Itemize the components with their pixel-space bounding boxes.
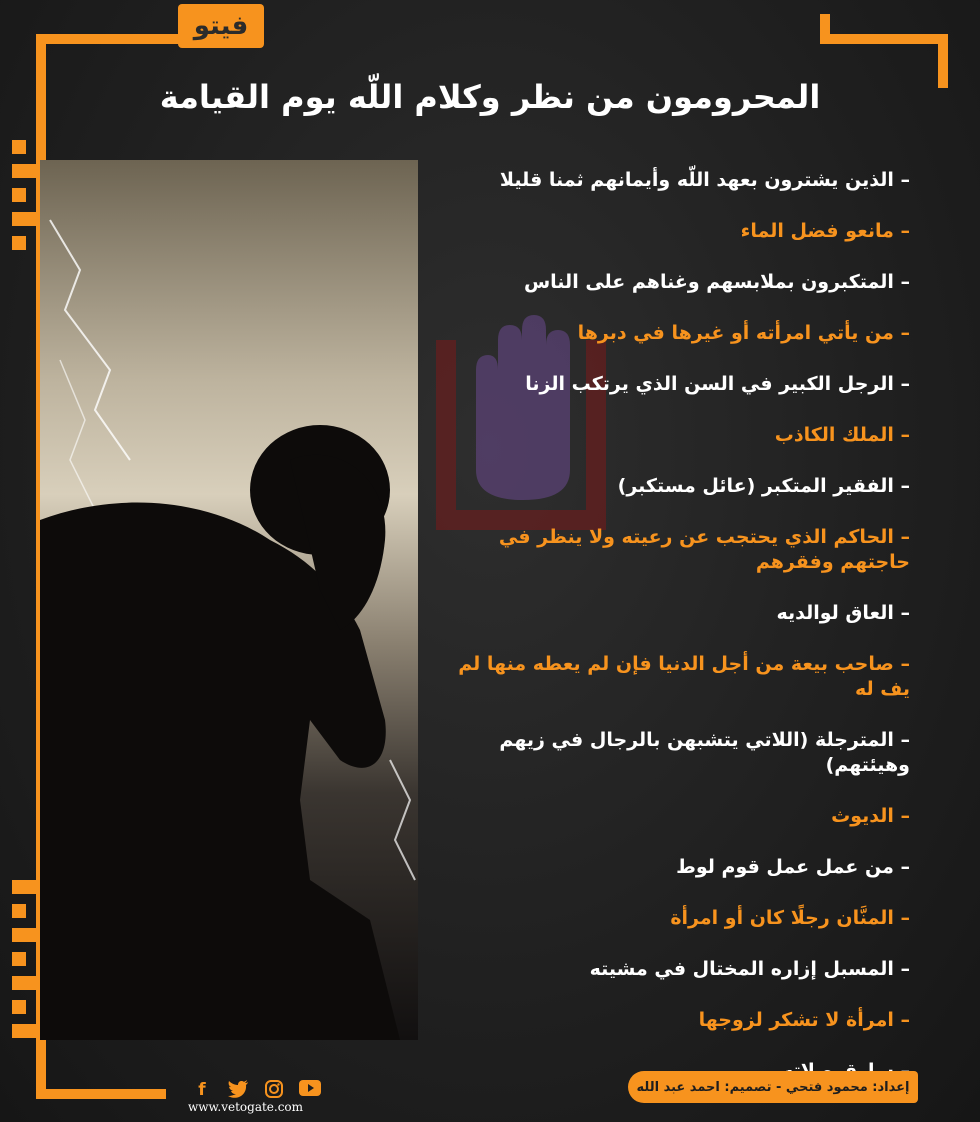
list-item: – الملك الكاذب: [774, 424, 910, 446]
youtube-icon[interactable]: [298, 1080, 322, 1100]
list-item: – الفقير المتكبر (عائل مستكبر): [617, 475, 910, 497]
frame-bottom: [36, 1089, 166, 1099]
left-dash-group-bottom: [12, 880, 38, 1048]
list-item: – الرجل الكبير في السن الذي يرتكب الزنا: [525, 373, 910, 395]
frame-right-side: [938, 34, 948, 88]
list-item: – من يأتي امرأته أو غيرها في دبرها: [577, 322, 910, 344]
frame-inner-top: [820, 14, 830, 44]
list-item: – الديوث: [831, 805, 910, 827]
list-item: – المتكبرون بملابسهم وغناهم على الناس: [523, 271, 910, 293]
list-item: – مانعو فضل الماء: [740, 220, 910, 242]
list-item: – من عمل عمل قوم لوط: [676, 856, 910, 878]
frame-top: [36, 34, 186, 44]
website-link[interactable]: www.vetogate.com: [188, 1100, 304, 1114]
list-item: – المترجلة (اللاتي يتشبهن بالرجال في زيهم وهيئتهم): [499, 729, 910, 776]
page-title: المحرومون من نظر وكلام اللّه يوم القيامة: [159, 78, 821, 116]
list-item: – الذين يشترون بعهد اللّه وأيمانهم ثمنا قليلا: [499, 169, 910, 191]
credits-bar: إعداد: محمود فتحي - تصميم: احمد عبد الله: [628, 1071, 918, 1103]
list-item: – العاق لوالديه: [776, 602, 910, 624]
instagram-icon[interactable]: [262, 1080, 286, 1100]
list: [440, 168, 910, 1110]
list-item: – الحاكم الذي يحتجب عن رعيته ولا ينظر في حاجتهم وفقرهم: [498, 526, 910, 573]
facebook-icon[interactable]: f: [198, 1080, 206, 1100]
list-item: – صاحب بيعة من أجل الدنيا فإن لم يعطه منها لم يف له: [458, 653, 910, 700]
logo[interactable]: فيتو: [178, 4, 264, 48]
list-item: – امرأة لا تشكر لزوجها: [698, 1009, 910, 1031]
illustration-photo: [40, 160, 418, 1040]
social-links: [190, 1080, 322, 1100]
left-dash-group-top: [12, 140, 38, 260]
list-item: – المنَّان رجلًا كان أو امرأة: [670, 907, 910, 929]
twitter-icon[interactable]: [226, 1080, 250, 1100]
list-item: – المسبل إزاره المختال في مشيته: [589, 958, 910, 980]
frame-right-top: [820, 34, 948, 44]
